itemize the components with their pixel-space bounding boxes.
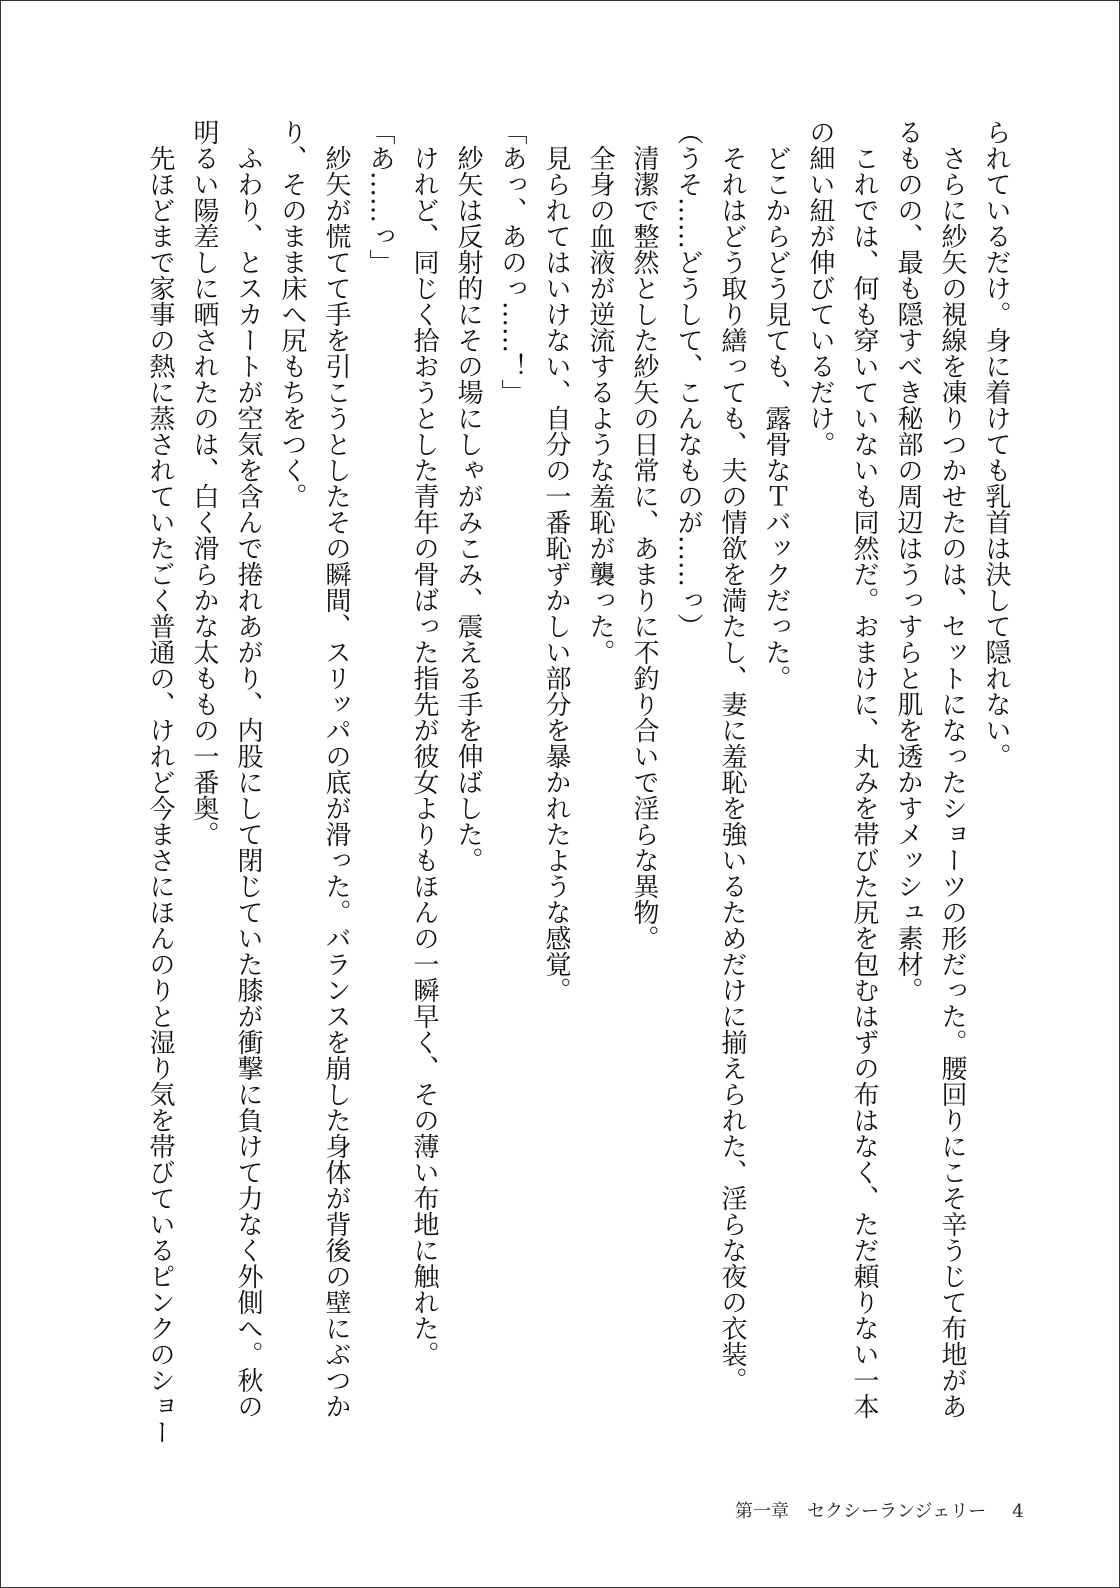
text-line: これでは、何も穿いていないも同然だ。おまけに、丸みを帯びた尻を包むはずの布はなく、ただ頼りない一本 <box>849 119 879 1419</box>
text-line: ふわり、とスカートが空気を含んで捲れあがり、内股にして閉じていた膝が衝撃に負けて力なく外側へ。秋の <box>233 119 263 1419</box>
text-line: り、そのまま床へ尻もちをつく。 <box>277 119 307 509</box>
text-line: どこからどう見ても、露骨なＴバックだった。 <box>761 119 791 691</box>
text-line: 紗矢は反射的にその場にしゃがみこみ、震える手を伸ばした。 <box>453 119 483 873</box>
page-number: 4 <box>1012 1501 1024 1522</box>
text-line: 清潔で整然とした紗矢の日常に、あまりに不釣り合いで淫らな異物。 <box>629 119 659 951</box>
text-line: られているだけ。身に着けても乳首は決して隠れない。 <box>981 119 1011 769</box>
text-line: 明るい陽差しに晒されたのは、白く滑らかな太ももの一番奥。 <box>189 119 219 847</box>
chapter-title: 第一章 セクシーランジェリー <box>735 1501 987 1522</box>
text-line: 「あ……っ」 <box>365 119 395 275</box>
text-line: （うそ……どうして、こんなものが……っ） <box>673 119 703 639</box>
text-line: るものの、最も隠すべき秘部の周辺はうっすらと肌を透かすメッシュ素材。 <box>893 119 923 1003</box>
text-line: それはどう取り繕っても、夫の情欲を満たし、妻に羞恥を強いるためだけに揃えられた、淫らな夜の衣装。 <box>717 119 747 1393</box>
vertical-body-text <box>138 119 1018 1445</box>
text-line: 先ほどまで家事の熱に蒸されていたごく普通の、けれど今まさにほんのりと湿り気を帯びているピンクのショー <box>145 119 175 1445</box>
text-line: 全身の血液が逆流するような羞恥が襲った。 <box>585 119 615 665</box>
text-line: 見られてはいけない、自分の一番恥ずかしい部分を暴かれたような感覚。 <box>541 119 571 1003</box>
text-line: 紗矢が慌てて手を引こうとしたその瞬間、スリッパの底が滑った。バランスを崩した身体が背後の壁にぶつか <box>321 119 351 1419</box>
text-line: 「あっ、あのっ……！」 <box>497 119 527 405</box>
text-line: の細い紐が伸びているだけ。 <box>805 119 835 457</box>
text-line: さらに紗矢の視線を凍りつかせたのは、セットになったショーツの形だった。腰回りにこそ辛うじて布地があ <box>937 119 967 1419</box>
page-footer <box>735 1497 1024 1523</box>
text-line: けれど、同じく拾おうとした青年の骨ばった指先が彼女よりもほんの一瞬早く、その薄い布地に触れた。 <box>409 119 439 1367</box>
